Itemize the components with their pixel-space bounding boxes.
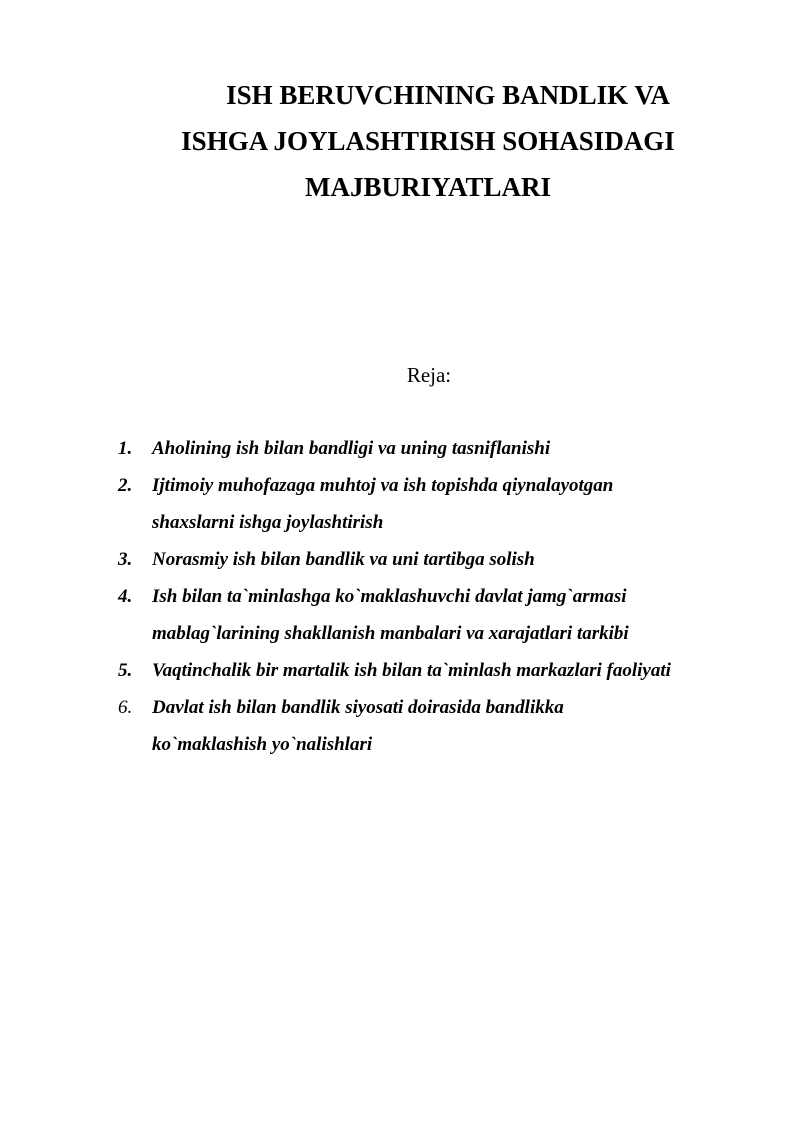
plan-item-number: 5. [118,660,133,681]
plan-item [110,578,750,652]
plan-item-text: mablag`larining shakllanish manbalari va xarajatlari tarkibi [152,623,629,644]
plan-item-number: 4. [118,586,133,607]
plan-item-text: Norasmiy ish bilan bandlik va uni tartibga solish [152,549,535,570]
plan-heading: Reja: [406,363,452,387]
plan-item-text: Ish bilan ta`minlashga ko`maklashuvchi davlat jamg`armasi [152,586,627,607]
title-line: ISHGA JOYLASHTIRISH SOHASIDAGI [181,126,675,156]
plan-item-text: Aholining ish bilan bandligi va uning tasniflanishi [152,438,551,459]
plan-item-number: 2. [118,475,133,496]
plan-item-number: 6. [118,697,133,718]
plan-item-text: Vaqtinchalik bir martalik ish bilan ta`minlash markazlari faoliyati [152,660,671,681]
plan-item [110,689,750,763]
plan-item [110,652,750,689]
plan-list [110,430,750,763]
plan-item-text: ko`maklashish yo`nalishlari [152,734,373,755]
plan-item-number: 3. [118,549,133,570]
title-line: ISH BERUVCHINING BANDLIK VA [226,80,670,110]
plan-item [110,467,750,541]
plan-item [110,541,750,578]
document-title [100,72,756,210]
plan-item-text: Davlat ish bilan bandlik siyosati doirasida bandlikka [152,697,564,718]
plan-item [110,430,750,467]
plan-item-text: Ijtimoiy muhofazaga muhtoj va ish topishda qiynalayotgan [152,475,614,496]
plan-item-text: shaxslarni ishga joylashtirish [152,512,384,533]
plan-item-number: 1. [118,438,133,459]
title-line: MAJBURIYATLARI [304,172,552,202]
